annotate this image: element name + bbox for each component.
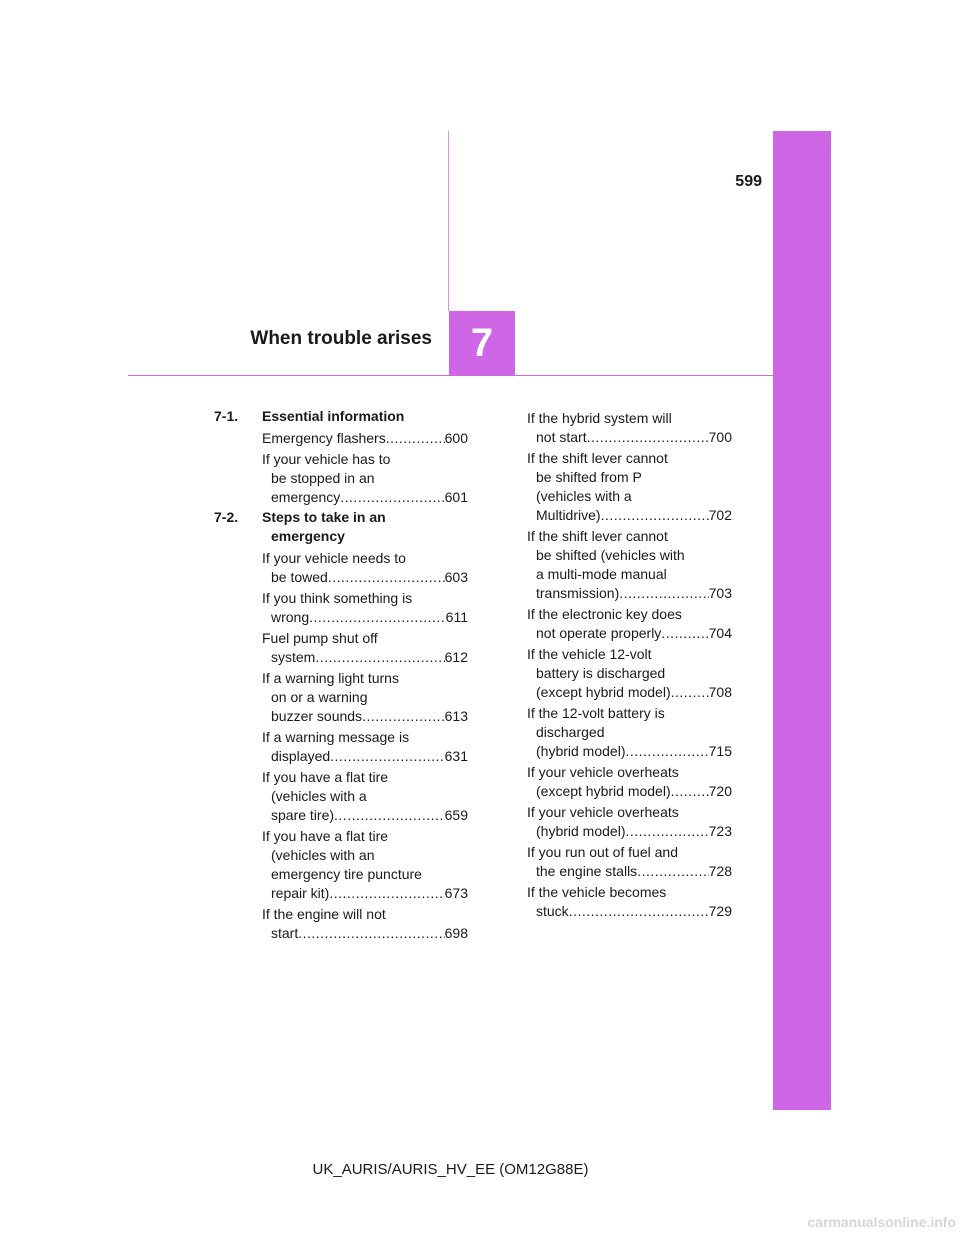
- toc-entry-text: (except hybrid model): [536, 783, 671, 799]
- dot-leader: [298, 924, 444, 943]
- toc-entry[interactable]: [527, 527, 732, 603]
- toc-entry-line: If the shift lever cannot: [527, 528, 668, 544]
- toc-entry-text: repair kit): [271, 885, 330, 901]
- toc-entry-line: If the engine will not: [262, 906, 386, 922]
- dot-leader: [362, 707, 445, 726]
- toc-entry-line: If the shift lever cannot: [527, 450, 668, 466]
- dot-leader: [661, 624, 708, 643]
- toc-section: [214, 508, 468, 546]
- header-divider-horizontal: [128, 375, 773, 376]
- toc-page-number: 723: [708, 823, 732, 839]
- toc-entry-leader-line: [262, 884, 468, 903]
- dot-leader: [625, 742, 708, 761]
- toc-entry-line: If you have a flat tire: [262, 828, 389, 844]
- toc-entry-line: If a warning message is: [262, 729, 410, 745]
- chapter-side-tab: [773, 131, 831, 1110]
- toc-entry-text: displayed: [271, 748, 331, 764]
- toc-page-number: 703: [708, 585, 732, 601]
- toc-entry[interactable]: [527, 449, 732, 525]
- toc-entry-text: emergency: [271, 489, 341, 505]
- toc-entry-leader-line: [527, 428, 732, 447]
- toc-entry-line: Fuel pump shut off: [262, 630, 378, 646]
- toc-entry-line: If a warning light turns: [262, 670, 399, 686]
- toc-entry-line: on or a warning: [271, 689, 368, 705]
- toc-entry-line: be shifted (vehicles with: [536, 547, 685, 563]
- toc-entry-text: start: [271, 925, 299, 941]
- toc-entry-line: battery is discharged: [536, 665, 666, 681]
- toc-entry-line: a multi-mode manual: [536, 566, 667, 582]
- dot-leader: [671, 782, 709, 801]
- toc-entry-line: If the hybrid system will: [527, 410, 672, 426]
- watermark: carmanualsonline.info: [807, 1214, 956, 1230]
- toc-page-number: 702: [708, 507, 732, 523]
- toc-entry-leader-line: [262, 648, 468, 667]
- toc-entry[interactable]: [527, 704, 732, 761]
- toc-page-number: 659: [444, 807, 468, 823]
- toc-entry-leader-line: [527, 742, 732, 761]
- toc-page-number: 673: [444, 885, 468, 901]
- toc-entry-text: transmission): [536, 585, 620, 601]
- toc-entry[interactable]: [527, 843, 732, 881]
- section-title-line: Steps to take in an: [262, 509, 386, 525]
- dot-leader: [329, 884, 444, 903]
- toc-entry-text: not operate properly: [536, 625, 662, 641]
- toc-entry-leader-line: [527, 506, 732, 525]
- toc-entry-line: be shifted from P: [536, 469, 642, 485]
- toc-page-number: 612: [444, 649, 468, 665]
- toc-entry-text: the engine stalls: [536, 863, 638, 879]
- header-divider-vertical: [448, 131, 449, 311]
- toc-entry-line: If the 12-volt battery is: [527, 705, 665, 721]
- toc-entry[interactable]: [527, 645, 732, 702]
- dot-leader: [601, 506, 709, 525]
- toc-entry-line: If the vehicle becomes: [527, 884, 667, 900]
- dot-leader: [569, 902, 709, 921]
- toc-entry-text: Emergency flashers: [262, 430, 386, 446]
- section-title[interactable]: [262, 508, 468, 546]
- toc-entry[interactable]: [527, 883, 732, 921]
- toc-page-number: 720: [708, 783, 732, 799]
- toc-page-number: 698: [444, 925, 468, 941]
- toc-page-number: 600: [444, 430, 468, 446]
- toc-section: [214, 407, 468, 426]
- toc-page-number: 603: [444, 569, 468, 585]
- toc-page-number: 700: [708, 429, 732, 445]
- toc-page-number: 708: [708, 684, 732, 700]
- toc-page-number: 631: [444, 748, 468, 764]
- toc-entry-leader-line: [527, 584, 732, 603]
- dot-leader: [315, 648, 444, 667]
- toc-entry-leader-line: [262, 568, 468, 587]
- toc-entry[interactable]: [262, 768, 468, 825]
- toc-entry-text: (hybrid model): [536, 743, 626, 759]
- toc-entry[interactable]: [527, 763, 732, 801]
- toc-entry[interactable]: [262, 728, 468, 766]
- toc-entry-leader-line: [262, 924, 468, 943]
- toc-entry-leader-line: [262, 608, 468, 627]
- toc-entry-text: (hybrid model): [536, 823, 626, 839]
- toc-entry[interactable]: [262, 429, 468, 448]
- toc-entry-text: Multidrive): [536, 507, 601, 523]
- toc-entry-leader-line: [527, 683, 732, 702]
- toc-entry[interactable]: [527, 409, 732, 447]
- toc-entry-leader-line: [527, 782, 732, 801]
- toc-entry-line: If your vehicle has to: [262, 451, 391, 467]
- toc-entry-text: not start: [536, 429, 587, 445]
- toc-entry[interactable]: [262, 669, 468, 726]
- toc-page-number: 704: [708, 625, 732, 641]
- dot-leader: [625, 822, 708, 841]
- toc-page-number: 613: [444, 708, 468, 724]
- toc-entry-line: If the vehicle 12-volt: [527, 646, 652, 662]
- toc-entry[interactable]: [262, 450, 468, 507]
- dot-leader: [328, 568, 445, 587]
- toc-entry-leader-line: [262, 747, 468, 766]
- toc-entry-text: (except hybrid model): [536, 684, 671, 700]
- toc-entry-line: emergency tire puncture: [271, 866, 422, 882]
- toc-entry-line: discharged: [536, 724, 605, 740]
- toc-entry-text: be towed: [271, 569, 328, 585]
- toc-entry[interactable]: [262, 905, 468, 943]
- toc-entry-leader-line: [527, 624, 732, 643]
- toc-entry-line: (vehicles with a: [271, 788, 367, 804]
- dot-leader: [386, 429, 445, 448]
- section-number: 7-2.: [214, 509, 239, 525]
- toc-page-number: 715: [708, 743, 732, 759]
- toc-page-number: 611: [445, 609, 468, 625]
- dot-leader: [637, 862, 708, 881]
- toc-entry[interactable]: [262, 589, 468, 627]
- toc-entry-text: system: [271, 649, 316, 665]
- dot-leader: [587, 428, 709, 447]
- toc-entry-line: If you think something is: [262, 590, 413, 606]
- toc-entry-text: buzzer sounds: [271, 708, 363, 724]
- toc-entry-line: be stopped in an: [271, 470, 375, 486]
- chapter-title: When trouble arises: [250, 328, 432, 349]
- dot-leader: [330, 747, 444, 766]
- toc-entry-leader-line: [527, 902, 732, 921]
- toc-entry-leader-line: [262, 806, 468, 825]
- footer-model-code: UK_AURIS/AURIS_HV_EE (OM12G88E): [312, 1161, 589, 1178]
- toc-entry-leader-line: [527, 822, 732, 841]
- toc-page-number: 601: [444, 489, 468, 505]
- toc-entry-line: If your vehicle overheats: [527, 764, 679, 780]
- dot-leader: [619, 584, 708, 603]
- chapter-number-box: 7: [449, 311, 515, 375]
- dot-leader: [340, 488, 444, 507]
- toc-entry-line: (vehicles with an: [271, 847, 375, 863]
- toc-entry-line: If you have a flat tire: [262, 769, 389, 785]
- toc-right-column: [527, 407, 732, 922]
- toc-entry-leader-line: [262, 707, 468, 726]
- toc-entry[interactable]: [262, 827, 468, 903]
- page-number: 599: [735, 173, 762, 190]
- toc-entry-line: If the electronic key does: [527, 606, 682, 622]
- toc-entry-leader-line: [262, 488, 468, 507]
- toc-page-number: 729: [708, 903, 732, 919]
- toc-entry[interactable]: [527, 803, 732, 841]
- toc-entry-line: If your vehicle needs to: [262, 550, 406, 566]
- toc-entry-line: If you run out of fuel and: [527, 844, 678, 860]
- toc-entry-text: spare tire): [271, 807, 335, 823]
- toc-entry-leader-line: [527, 862, 732, 881]
- dot-leader: [671, 683, 709, 702]
- dot-leader: [309, 608, 446, 627]
- toc-page-number: 728: [708, 863, 732, 879]
- toc-entry-text: wrong: [271, 609, 310, 625]
- toc-entry[interactable]: [527, 605, 732, 643]
- section-title-line: Essential information: [262, 408, 405, 424]
- toc-entry-leader-line: [262, 429, 468, 448]
- section-number: 7-1.: [214, 408, 239, 424]
- toc-entry[interactable]: [262, 549, 468, 587]
- toc-entry[interactable]: [262, 629, 468, 667]
- dot-leader: [334, 806, 445, 825]
- toc-entry-line: If your vehicle overheats: [527, 804, 679, 820]
- section-title-line: emergency: [271, 528, 345, 544]
- toc-entry-line: (vehicles with a: [536, 488, 632, 504]
- toc-left-column: [214, 407, 468, 944]
- toc-entry-text: stuck: [536, 903, 569, 919]
- section-title[interactable]: [262, 407, 468, 426]
